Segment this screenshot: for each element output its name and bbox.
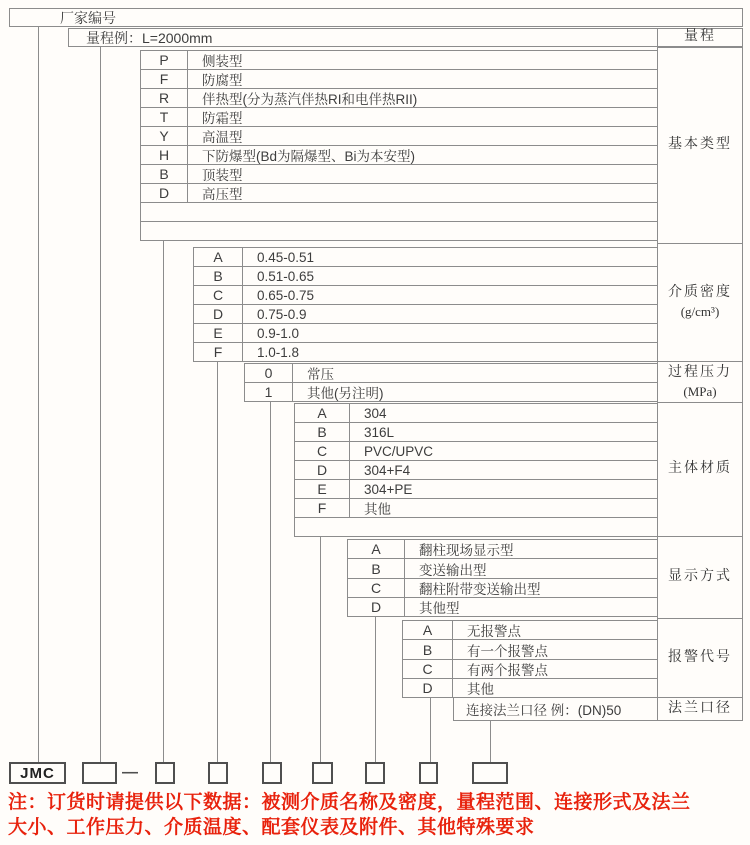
- code-cell: D: [403, 679, 453, 697]
- code-cell: T: [141, 108, 188, 126]
- desc-cell: 其他(另注明): [307, 386, 384, 401]
- code-row: [294, 498, 658, 518]
- connector-line: [490, 720, 491, 762]
- code-box: [262, 762, 282, 784]
- section-sublabel-text: (MPa): [683, 383, 717, 399]
- code-cell: C: [403, 660, 453, 678]
- code-box: [419, 762, 438, 784]
- desc-cell: 下防爆型(Bd为隔爆型、Bi为本安型): [202, 149, 416, 164]
- code-row: [347, 539, 658, 559]
- section-label-text: 主体材质: [668, 461, 732, 477]
- flange-row: [453, 697, 658, 721]
- code-cell: D: [141, 184, 188, 202]
- code-box: [82, 762, 117, 784]
- section-label-text: 报警代号: [668, 649, 732, 665]
- code-row: [193, 323, 658, 343]
- code-row: [140, 126, 658, 146]
- code-row: [140, 107, 658, 127]
- code-row: [402, 620, 658, 640]
- code-row: [193, 342, 658, 362]
- code-cell: A: [295, 404, 350, 422]
- code-row: [294, 422, 658, 442]
- desc-cell: 0.75-0.9: [257, 306, 307, 322]
- desc-cell: PVC/UPVC: [364, 443, 434, 459]
- desc-cell: 常压: [307, 367, 334, 382]
- code-cell: F: [295, 499, 350, 517]
- desc-cell: 304+F4: [364, 462, 411, 478]
- code-cell: A: [348, 540, 405, 558]
- code-cell: C: [295, 442, 350, 460]
- desc-cell: 304: [364, 405, 387, 421]
- desc-cell: 0.51-0.65: [257, 268, 315, 284]
- order-note-line1: 注：订货时请提供以下数据：被测介质名称及密度，量程范围、连接形式及法兰: [8, 792, 691, 813]
- section-label-text: 显示方式: [668, 569, 732, 585]
- code-row: [402, 678, 658, 698]
- code-cell: B: [141, 165, 188, 183]
- code-cell: D: [194, 305, 243, 323]
- code-cell: A: [194, 248, 243, 266]
- desc-cell: 其他型: [419, 601, 460, 616]
- code-row: [402, 639, 658, 660]
- code-row: [140, 164, 658, 184]
- desc-cell: 防霜型: [202, 111, 243, 126]
- code-row: [347, 558, 658, 579]
- desc-cell: 高温型: [202, 130, 243, 145]
- code-row: [140, 50, 658, 70]
- desc-cell: 顶装型: [202, 168, 243, 183]
- code-cell: B: [348, 559, 405, 578]
- section-label-cell: [657, 402, 743, 537]
- flange-desc: 连接法兰口径 例：(DN)50: [466, 703, 622, 718]
- code-row: [193, 285, 658, 305]
- desc-cell: 0.65-0.75: [257, 287, 315, 303]
- desc-cell: 其他: [364, 502, 391, 517]
- code-cell: Y: [141, 127, 188, 145]
- code-cell: E: [194, 324, 243, 342]
- desc-cell: 侧装型: [202, 54, 243, 69]
- dash-separator: [119, 762, 141, 784]
- desc-cell: 有两个报警点: [467, 663, 548, 678]
- code-cell: A: [403, 621, 453, 639]
- code-box: [365, 762, 385, 784]
- code-row: [294, 403, 658, 423]
- manufacturer-label: 厂家编号: [60, 9, 116, 26]
- code-row: [402, 659, 658, 679]
- code-cell: D: [348, 598, 405, 616]
- code-cell: R: [141, 89, 188, 107]
- model-prefix-box: [9, 762, 66, 784]
- range-row: [68, 28, 658, 47]
- code-cell: 1: [245, 383, 293, 401]
- code-box: [312, 762, 333, 784]
- desc-cell: 其他: [467, 682, 494, 697]
- desc-cell: 翻柱附带变送输出型: [419, 582, 541, 597]
- dash-text: —: [122, 764, 138, 781]
- range-example-text: 量程例：L=2000mm: [86, 29, 213, 46]
- section-sublabel-text: (g/cm³): [680, 304, 720, 320]
- section-label-text: 过程压力: [668, 364, 732, 380]
- code-cell: E: [295, 480, 350, 498]
- connector-line: [163, 240, 164, 762]
- code-row: [140, 183, 658, 203]
- code-row: [347, 597, 658, 617]
- code-row: [244, 363, 658, 383]
- code-box: [208, 762, 228, 784]
- connector-line: [320, 536, 321, 762]
- code-cell: D: [295, 461, 350, 479]
- desc-cell: 0.45-0.51: [257, 249, 315, 265]
- desc-cell: 翻柱现场显示型: [419, 543, 514, 558]
- code-box: [155, 762, 175, 784]
- desc-cell: 高压型: [202, 187, 243, 202]
- code-cell: F: [194, 343, 243, 361]
- connector-line: [375, 616, 376, 762]
- flange-label-cell: [657, 697, 743, 721]
- code-cell: C: [194, 286, 243, 304]
- flange-label-text: 法兰口径: [668, 700, 732, 716]
- desc-cell: 伴热型(分为蒸汽伴热RI和电伴热RII): [202, 92, 418, 107]
- desc-cell: 有一个报警点: [467, 643, 548, 659]
- desc-cell: 304+PE: [364, 481, 413, 497]
- section-label-cell: [657, 361, 743, 403]
- code-row: [244, 382, 658, 402]
- code-row: [294, 441, 658, 461]
- code-row: [193, 266, 658, 286]
- order-note: [8, 790, 748, 840]
- range-label-cell: [657, 28, 743, 47]
- code-row: [193, 247, 658, 267]
- desc-cell: 316L: [364, 424, 395, 440]
- model-prefix-text: JMC: [20, 764, 55, 782]
- desc-cell: 1.0-1.8: [257, 344, 300, 360]
- code-row: [294, 479, 658, 499]
- order-note-line2: 大小、工作压力、介质温度、配套仪表及附件、其他特殊要求: [8, 817, 535, 838]
- code-cell: B: [295, 423, 350, 441]
- connector-line: [100, 47, 101, 762]
- manufacturer-row: [9, 8, 743, 27]
- connector-line: [270, 401, 271, 762]
- code-cell: P: [141, 51, 188, 69]
- section-label-text: 介质密度: [668, 285, 732, 301]
- desc-cell: 防腐型: [202, 73, 243, 88]
- code-cell: 0: [245, 364, 293, 382]
- code-row: [193, 304, 658, 324]
- desc-cell: 无报警点: [467, 624, 521, 639]
- section-label-cell: [657, 536, 743, 619]
- code-row: [347, 578, 658, 598]
- code-row: [140, 69, 658, 89]
- section-label-text: 基本类型: [668, 137, 732, 153]
- code-row: [140, 88, 658, 108]
- section-label-cell: [657, 243, 743, 362]
- connector-line: [38, 27, 39, 762]
- desc-cell: 0.9-1.0: [257, 325, 300, 341]
- connector-line: [217, 361, 218, 762]
- range-label-text: 量程: [684, 29, 716, 45]
- code-row: [294, 460, 658, 480]
- desc-cell: 变送输出型: [419, 562, 487, 578]
- section-label-cell: [657, 47, 743, 244]
- connector-line: [430, 697, 431, 762]
- section-label-cell: [657, 618, 743, 698]
- code-cell: F: [141, 70, 188, 88]
- code-row: [140, 221, 658, 241]
- code-cell: H: [141, 146, 188, 164]
- code-box: [472, 762, 508, 784]
- code-row: [140, 202, 658, 222]
- code-row: [294, 517, 658, 537]
- code-row: [140, 145, 658, 165]
- code-cell: C: [348, 579, 405, 597]
- code-cell: B: [403, 640, 453, 659]
- code-cell: B: [194, 267, 243, 285]
